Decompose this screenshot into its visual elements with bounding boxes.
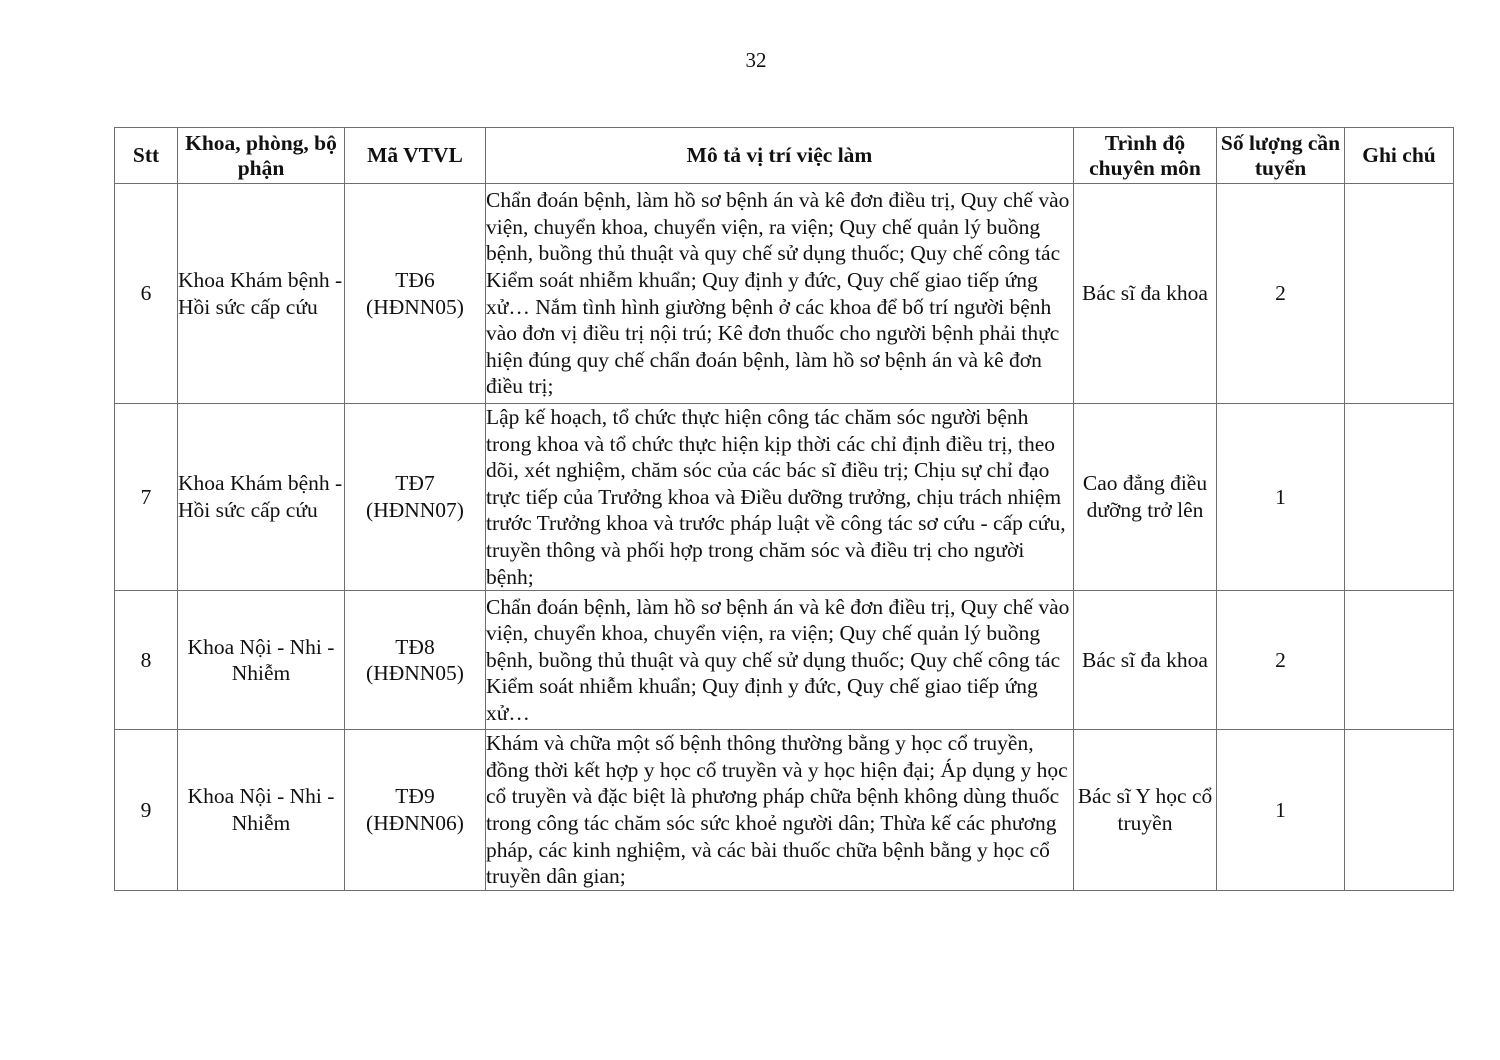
cell-position-code: TĐ7 (HĐNN07) (345, 404, 486, 591)
cell-note (1345, 730, 1454, 891)
header-department: Khoa, phòng, bộ phận (178, 128, 345, 184)
table-row (115, 591, 1454, 730)
cell-stt: 8 (115, 591, 178, 730)
cell-description: Chẩn đoán bệnh, làm hồ sơ bệnh án và kê đơn điều trị, Quy chế vào viện, chuyển khoa, chuyển viện, ra viện; Quy chế quản lý buồng bệnh, buồng thủ thuật và quy chế sử dụng thuốc; Quy chế công tác Kiểm soát nhiễm khuẩn; Quy định y đức, Quy chế giao tiếp ứng xử… Nắm tình hình giường bệnh ở các khoa để bố trí người bệnh vào đơn vị điều trị nội trú; Kê đơn thuốc cho người bệnh phải thực hiện đúng quy chế chẩn đoán bệnh, làm hồ sơ bệnh án và kê đơn điều trị; (486, 184, 1074, 404)
cell-stt: 7 (115, 404, 178, 591)
cell-quantity: 1 (1217, 730, 1345, 891)
cell-quantity: 2 (1217, 184, 1345, 404)
header-position-code: Mã VTVL (345, 128, 486, 184)
cell-note (1345, 404, 1454, 591)
page-number: 32 (745, 48, 767, 72)
header-quantity: Số lượng cần tuyển (1217, 128, 1345, 184)
header-qualification: Trình độ chuyên môn (1074, 128, 1217, 184)
job-positions-table (114, 127, 1454, 891)
cell-quantity: 2 (1217, 591, 1345, 730)
cell-quantity: 1 (1217, 404, 1345, 591)
table-row (115, 404, 1454, 591)
cell-qualification: Bác sĩ đa khoa (1074, 184, 1217, 404)
table-header-row (115, 128, 1454, 184)
cell-description: Khám và chữa một số bệnh thông thường bằng y học cổ truyền, đồng thời kết hợp y học cổ truyền và y học hiện đại; Áp dụng y học cổ truyền và đặc biệt là phương pháp chữa bệnh không dùng thuốc trong công tác chăm sóc sức khoẻ người dân; Thừa kế các phương pháp, các kinh nghiệm, và các bài thuốc chữa bệnh bằng y học cổ truyền dân gian; (486, 730, 1074, 891)
header-description: Mô tả vị trí việc làm (486, 128, 1074, 184)
cell-stt: 9 (115, 730, 178, 891)
cell-stt: 6 (115, 184, 178, 404)
table-row (115, 184, 1454, 404)
cell-qualification: Bác sĩ đa khoa (1074, 591, 1217, 730)
cell-position-code: TĐ9 (HĐNN06) (345, 730, 486, 891)
cell-description: Chẩn đoán bệnh, làm hồ sơ bệnh án và kê đơn điều trị, Quy chế vào viện, chuyển khoa, chuyển viện, ra viện; Quy chế quản lý buồng bệnh, buồng thủ thuật và quy chế sử dụng thuốc; Quy chế công tác Kiểm soát nhiễm khuẩn; Quy định y đức, Quy chế giao tiếp ứng xử… (486, 591, 1074, 730)
cell-department: Khoa Nội - Nhi - Nhiễm (178, 730, 345, 891)
cell-position-code: TĐ6 (HĐNN05) (345, 184, 486, 404)
header-note: Ghi chú (1345, 128, 1454, 184)
table-row (115, 730, 1454, 891)
cell-department: Khoa Khám bệnh - Hồi sức cấp cứu (178, 404, 345, 591)
cell-department: Khoa Nội - Nhi - Nhiễm (178, 591, 345, 730)
cell-qualification: Bác sĩ Y học cổ truyền (1074, 730, 1217, 891)
header-stt: Stt (115, 128, 178, 184)
cell-note (1345, 184, 1454, 404)
cell-qualification: Cao đẳng điều dưỡng trở lên (1074, 404, 1217, 591)
cell-department: Khoa Khám bệnh - Hồi sức cấp cứu (178, 184, 345, 404)
cell-description: Lập kế hoạch, tổ chức thực hiện công tác chăm sóc người bệnh trong khoa và tổ chức thực hiện kịp thời các chỉ định điều trị, theo dõi, xét nghiệm, chăm sóc của các bác sĩ điều trị; Chịu sự chỉ đạo trực tiếp của Trưởng khoa và Điều dưỡng trưởng, chịu trách nhiệm trước Trưởng khoa và trước pháp luật về công tác sơ cứu - cấp cứu, truyền thông và phối hợp trong chăm sóc và điều trị cho người bệnh; (486, 404, 1074, 591)
cell-position-code: TĐ8 (HĐNN05) (345, 591, 486, 730)
cell-note (1345, 591, 1454, 730)
